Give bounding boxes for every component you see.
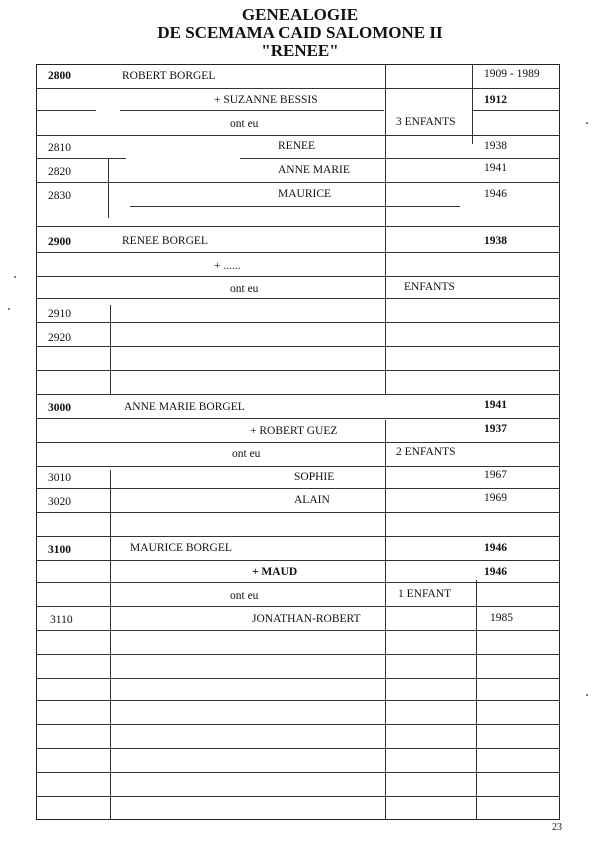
entry-id: 2920: [48, 332, 71, 344]
page-number: 23: [552, 822, 562, 833]
ont-eu-label: ont eu: [232, 448, 261, 460]
scan-speck: [586, 122, 588, 124]
ont-eu-label: ont eu: [230, 590, 259, 602]
entry-id: 2910: [48, 308, 71, 320]
entry-id: 3110: [50, 614, 73, 626]
spouse-name: + MAUD: [252, 566, 298, 578]
entry-id: 3010: [48, 472, 71, 484]
scan-speck: [8, 308, 10, 310]
child-name: MAURICE: [278, 188, 332, 200]
row-rule: [36, 700, 560, 701]
row-rule: [472, 110, 560, 111]
row-rule: [36, 724, 560, 725]
person-years: 1946: [484, 542, 507, 554]
entry-id: 2800: [48, 70, 71, 82]
child-year: 1985: [490, 612, 513, 624]
row-rule: [240, 158, 560, 159]
row-rule: [36, 394, 560, 395]
scan-speck: [14, 276, 16, 278]
person-name: MAURICE BORGEL: [130, 542, 232, 554]
person-name: ANNE MARIE BORGEL: [124, 401, 245, 413]
ont-eu-label: ont eu: [230, 118, 259, 130]
row-rule: [36, 678, 560, 679]
row-rule: [36, 606, 560, 607]
row-rule: [36, 158, 126, 159]
child-name: ALAIN: [294, 494, 330, 506]
row-rule: [36, 110, 96, 111]
spouse-name: + SUZANNE BESSIS: [214, 94, 318, 106]
row-rule: [36, 630, 560, 631]
entry-id: 2900: [48, 236, 71, 248]
child-name: JONATHAN-ROBERT: [252, 613, 361, 625]
row-rule: [36, 442, 560, 443]
entry-id: 2810: [48, 142, 71, 154]
child-year: 1967: [484, 469, 507, 481]
children-count: 3 ENFANTS: [396, 116, 456, 128]
row-rule: [36, 322, 560, 323]
children-count: 2 ENFANTS: [396, 446, 456, 458]
column-rule: [385, 420, 386, 820]
column-rule: [110, 520, 111, 820]
row-rule: [36, 536, 560, 537]
row-rule: [36, 298, 560, 299]
row-rule: [120, 110, 384, 111]
row-rule: [36, 182, 560, 183]
row-rule: [36, 772, 560, 773]
row-rule: [130, 206, 460, 207]
row-rule: [36, 512, 560, 513]
spouse-name: + ROBERT GUEZ: [250, 425, 338, 437]
row-rule: [36, 88, 560, 89]
child-year: 1969: [484, 492, 507, 504]
document-subtitle-name: "RENEE": [261, 41, 339, 60]
entry-id: 3000: [48, 402, 71, 414]
spouse-year: 1946: [484, 566, 507, 578]
column-rule: [472, 64, 473, 144]
person-years: 1938: [484, 235, 507, 247]
row-rule: [36, 135, 560, 136]
person-name: RENEE BORGEL: [122, 235, 208, 247]
row-rule: [36, 796, 560, 797]
spouse-year: 1912: [484, 94, 507, 106]
row-rule: [36, 276, 560, 277]
ont-eu-label: ont eu: [230, 283, 259, 295]
child-year: 1938: [484, 140, 507, 152]
column-rule: [110, 305, 111, 395]
row-rule: [36, 346, 560, 347]
row-rule: [36, 466, 560, 467]
row-rule: [36, 654, 560, 655]
child-name: ANNE MARIE: [278, 164, 350, 176]
person-years: 1941: [484, 399, 507, 411]
spouse-name: + ......: [214, 260, 241, 272]
person-name: ROBERT BORGEL: [122, 70, 216, 82]
row-rule: [36, 418, 560, 419]
row-rule: [36, 252, 560, 253]
document-title: GENEALOGIE: [241, 5, 359, 24]
child-year: 1946: [484, 188, 507, 200]
row-rule: [36, 226, 560, 227]
column-rule: [108, 158, 109, 218]
column-rule: [385, 64, 386, 394]
child-name: RENEE: [278, 140, 316, 152]
entry-id: 2830: [48, 190, 71, 202]
row-rule: [36, 748, 560, 749]
children-count: 1 ENFANT: [398, 588, 452, 600]
row-rule: [36, 560, 560, 561]
person-years: 1909 - 1989: [484, 68, 540, 80]
row-rule: [36, 582, 560, 583]
scan-speck: [586, 694, 588, 696]
row-rule: [36, 370, 560, 371]
child-name: SOPHIE: [294, 471, 335, 483]
spouse-year: 1937: [484, 423, 507, 435]
entry-id: 2820: [48, 166, 71, 178]
row-rule: [36, 488, 560, 489]
entry-id: 3100: [48, 544, 71, 556]
child-year: 1941: [484, 162, 507, 174]
entry-id: 3020: [48, 496, 71, 508]
children-count: ENFANTS: [404, 281, 455, 293]
document-subtitle: DE SCEMAMA CAID SALOMONE II: [157, 23, 443, 42]
